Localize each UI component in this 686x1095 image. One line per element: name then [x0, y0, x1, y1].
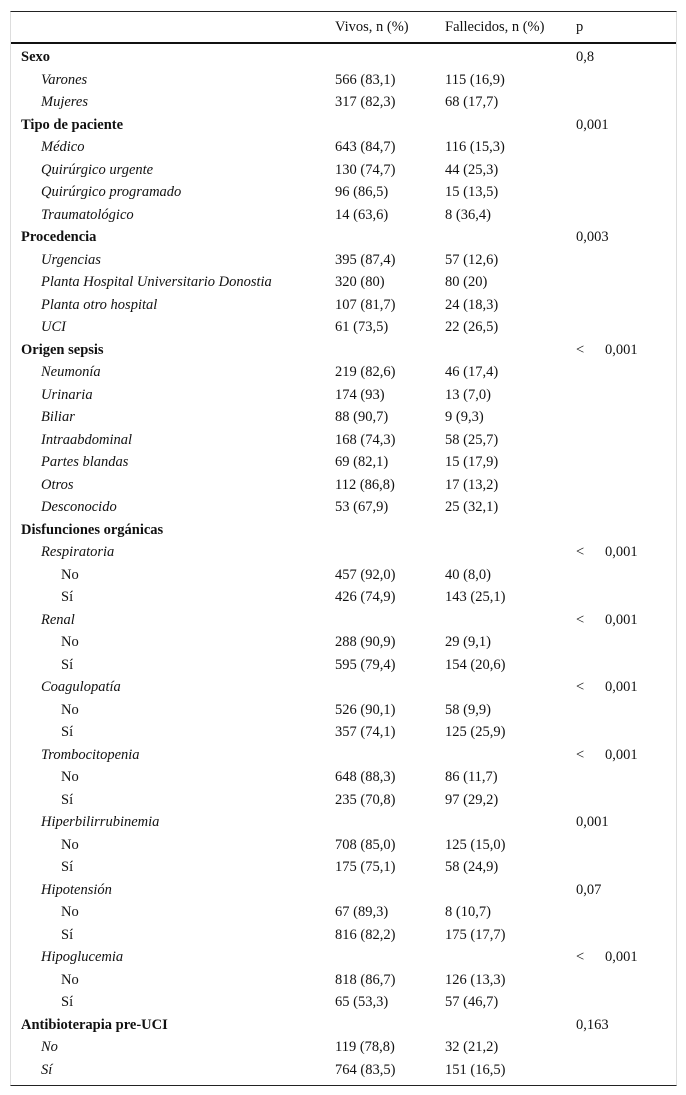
- row-label: Otros: [41, 476, 74, 493]
- table-row: [11, 586, 676, 609]
- vivos-cell: 595 (79,4): [335, 656, 396, 673]
- table-row: [11, 204, 676, 227]
- p-value: 0,001: [576, 116, 609, 133]
- p-value-cell: [576, 814, 609, 831]
- row-label: Sí: [61, 859, 74, 875]
- table-row: [11, 91, 676, 114]
- less-than-sign: <: [576, 341, 585, 358]
- vivos-cell: 65 (53,3): [335, 994, 389, 1010]
- p-value-cell: [576, 747, 638, 764]
- vivos-cell: 61 (73,5): [335, 319, 389, 335]
- vivos-cell: 96 (86,5): [335, 184, 389, 200]
- vivos-cell: 112 (86,8): [335, 476, 395, 493]
- table-row: [11, 811, 676, 834]
- p-value-cell: [576, 1017, 609, 1034]
- table-section-row: [11, 519, 676, 542]
- table-section-row: [11, 1014, 676, 1037]
- fallecidos-cell: 32 (21,2): [445, 1039, 499, 1055]
- table-row: [11, 406, 676, 429]
- p-value: 0,001: [605, 341, 638, 358]
- row-label: Tipo de paciente: [21, 116, 124, 133]
- row-label: Quirúrgico urgente: [41, 161, 154, 178]
- row-label: Disfunciones orgánicas: [21, 521, 164, 538]
- row-label: Sí: [61, 791, 74, 808]
- vivos-cell: 67 (89,3): [335, 904, 389, 920]
- table-row: [11, 316, 676, 339]
- table-section-row: [11, 46, 676, 69]
- table-row: [11, 901, 676, 924]
- vivos-cell: 526 (90,1): [335, 701, 396, 718]
- vivos-cell: 88 (90,7): [335, 409, 389, 425]
- vivos-cell: 643 (84,7): [335, 139, 396, 155]
- table-row: [11, 699, 676, 722]
- table-row: [11, 744, 676, 767]
- row-label: No: [61, 971, 79, 988]
- table-row: [11, 564, 676, 587]
- p-value-cell: [576, 342, 638, 359]
- less-than-sign: <: [576, 544, 585, 560]
- row-label: Respiratoria: [41, 544, 115, 560]
- table-row: [11, 541, 676, 564]
- fallecidos-cell: 24 (18,3): [445, 296, 499, 313]
- less-than-sign: <: [576, 746, 585, 763]
- table-section-row: [11, 339, 676, 362]
- row-label: Neumonía: [41, 364, 101, 380]
- vivos-cell: 119 (78,8): [335, 1039, 395, 1055]
- row-label: Coagulopatía: [41, 679, 121, 695]
- table-section-row: [11, 226, 676, 249]
- row-label: Médico: [41, 139, 85, 155]
- row-label: Varones: [41, 71, 88, 88]
- fallecidos-cell: 57 (12,6): [445, 251, 499, 268]
- vivos-cell: 816 (82,2): [335, 926, 396, 943]
- row-label: Sí: [41, 1061, 53, 1078]
- vivos-cell: 53 (67,9): [335, 499, 389, 515]
- header-p: p: [576, 19, 584, 35]
- row-label: Hipotensión: [41, 881, 112, 898]
- p-value: 0,001: [605, 679, 638, 695]
- p-value: 0,001: [605, 949, 638, 965]
- fallecidos-cell: 151 (16,5): [445, 1061, 506, 1078]
- table-row: [11, 429, 676, 452]
- p-value: 0,001: [605, 611, 638, 628]
- row-label: Procedencia: [21, 229, 97, 245]
- table-body: [11, 44, 676, 1085]
- table-row: [11, 1036, 676, 1059]
- row-label: Trombocitopenia: [41, 746, 140, 763]
- row-label: Sexo: [21, 49, 50, 65]
- fallecidos-cell: 15 (13,5): [445, 184, 499, 200]
- table-row: [11, 1059, 676, 1082]
- fallecidos-cell: 80 (20): [445, 274, 488, 290]
- row-label: Urgencias: [41, 251, 101, 268]
- less-than-sign: <: [576, 949, 585, 965]
- table-row: [11, 924, 676, 947]
- vivos-cell: 107 (81,7): [335, 296, 396, 313]
- table-row: [11, 879, 676, 902]
- vivos-cell: 708 (85,0): [335, 836, 396, 853]
- table-row: [11, 609, 676, 632]
- p-value: 0,001: [605, 746, 638, 763]
- table-row: [11, 991, 676, 1014]
- row-label: Intraabdominal: [41, 431, 133, 448]
- table-row: [11, 271, 676, 294]
- row-label: Antibioterapia pre-UCI: [21, 1016, 168, 1033]
- fallecidos-cell: 9 (9,3): [445, 409, 484, 425]
- row-label: Biliar: [41, 409, 75, 425]
- vivos-cell: 764 (83,5): [335, 1061, 396, 1078]
- row-label: Planta otro hospital: [41, 296, 158, 313]
- p-value: 0,8: [576, 49, 595, 65]
- vivos-cell: 130 (74,7): [335, 161, 396, 178]
- fallecidos-cell: 86 (11,7): [445, 769, 498, 785]
- table-section-row: [11, 114, 676, 137]
- vivos-cell: 426 (74,9): [335, 589, 396, 605]
- row-label: No: [61, 836, 79, 853]
- p-value-cell: [576, 229, 609, 246]
- vivos-cell: 174 (93): [335, 386, 385, 403]
- table-row: [11, 789, 676, 812]
- fallecidos-cell: 13 (7,0): [445, 386, 491, 403]
- p-value: 0,163: [576, 1016, 609, 1033]
- fallecidos-cell: 22 (26,5): [445, 319, 499, 335]
- vivos-cell: 219 (82,6): [335, 364, 396, 380]
- row-label: Desconocido: [41, 499, 117, 515]
- table-row: [11, 834, 676, 857]
- table-row: [11, 294, 676, 317]
- p-value-cell: [576, 679, 638, 696]
- vivos-cell: 317 (82,3): [335, 94, 396, 110]
- table-row: [11, 631, 676, 654]
- vivos-cell: 14 (63,6): [335, 206, 389, 223]
- fallecidos-cell: 8 (10,7): [445, 904, 491, 920]
- vivos-cell: 648 (88,3): [335, 769, 396, 785]
- table-row: [11, 721, 676, 744]
- row-label: Urinaria: [41, 386, 93, 403]
- fallecidos-cell: 15 (17,9): [445, 454, 499, 470]
- p-value-cell: [576, 117, 609, 134]
- fallecidos-cell: 58 (9,9): [445, 701, 491, 718]
- fallecidos-cell: 154 (20,6): [445, 656, 506, 673]
- p-value: 0,001: [605, 544, 638, 560]
- fallecidos-cell: 68 (17,7): [445, 94, 499, 110]
- row-label: Renal: [41, 611, 75, 628]
- vivos-cell: 395 (87,4): [335, 251, 396, 268]
- vivos-cell: 566 (83,1): [335, 71, 396, 88]
- table-row: [11, 474, 676, 497]
- p-value: 0,003: [576, 229, 609, 245]
- row-label: No: [61, 769, 79, 785]
- p-value-cell: [576, 612, 638, 629]
- table-row: [11, 766, 676, 789]
- row-label: Origen sepsis: [21, 341, 104, 358]
- fallecidos-cell: 57 (46,7): [445, 994, 499, 1010]
- row-label: No: [61, 904, 79, 920]
- table-row: [11, 249, 676, 272]
- fallecidos-cell: 40 (8,0): [445, 566, 491, 583]
- table-row: [11, 676, 676, 699]
- row-label: Planta Hospital Universitario Donostia: [41, 274, 272, 290]
- row-label: No: [61, 701, 79, 718]
- table-row: [11, 384, 676, 407]
- vivos-cell: 818 (86,7): [335, 971, 396, 988]
- row-label: Sí: [61, 926, 74, 943]
- fallecidos-cell: 8 (36,4): [445, 206, 491, 223]
- table-row: [11, 946, 676, 969]
- row-label: Sí: [61, 656, 74, 673]
- vivos-cell: 175 (75,1): [335, 859, 396, 875]
- fallecidos-cell: 46 (17,4): [445, 364, 499, 380]
- row-label: UCI: [41, 319, 66, 335]
- table-row: [11, 361, 676, 384]
- vivos-cell: 168 (74,3): [335, 431, 396, 448]
- header-vivos: Vivos, n (%): [335, 19, 409, 35]
- row-label: Sí: [61, 994, 74, 1010]
- row-label: Partes blandas: [41, 454, 129, 470]
- row-label: Mujeres: [41, 94, 88, 110]
- fallecidos-cell: 58 (25,7): [445, 431, 499, 448]
- row-label: Sí: [61, 589, 74, 605]
- p-value: 0,07: [576, 881, 602, 898]
- row-label: Quirúrgico programado: [41, 184, 182, 200]
- vivos-cell: 320 (80): [335, 274, 385, 290]
- table-row: [11, 856, 676, 879]
- less-than-sign: <: [576, 679, 585, 695]
- row-label: No: [61, 634, 79, 650]
- row-label: No: [61, 566, 79, 583]
- vivos-cell: 235 (70,8): [335, 791, 396, 808]
- table-row: [11, 159, 676, 182]
- p-value: 0,001: [576, 814, 609, 830]
- table-header: [11, 12, 676, 44]
- fallecidos-cell: 44 (25,3): [445, 161, 499, 178]
- table-row: [11, 496, 676, 519]
- fallecidos-cell: 175 (17,7): [445, 926, 506, 943]
- vivos-cell: 288 (90,9): [335, 634, 396, 650]
- fallecidos-cell: 17 (13,2): [445, 476, 499, 493]
- table-row: [11, 69, 676, 92]
- fallecidos-cell: 29 (9,1): [445, 634, 491, 650]
- row-label: No: [41, 1039, 58, 1055]
- fallecidos-cell: 58 (24,9): [445, 859, 499, 875]
- table-row: [11, 654, 676, 677]
- table-row: [11, 181, 676, 204]
- vivos-cell: 457 (92,0): [335, 566, 396, 583]
- row-label: Hipoglucemia: [41, 949, 124, 965]
- p-value-cell: [576, 949, 638, 966]
- fallecidos-cell: 126 (13,3): [445, 971, 506, 988]
- fallecidos-cell: 143 (25,1): [445, 589, 506, 605]
- vivos-cell: 357 (74,1): [335, 724, 396, 740]
- table-row: [11, 136, 676, 159]
- p-value-cell: [576, 544, 638, 561]
- vivos-cell: 69 (82,1): [335, 454, 389, 470]
- row-label: Traumatológico: [41, 206, 134, 223]
- row-label: Sí: [61, 724, 74, 740]
- p-value-cell: [576, 882, 601, 899]
- fallecidos-cell: 125 (25,9): [445, 724, 506, 740]
- table-row: [11, 451, 676, 474]
- fallecidos-cell: 115 (16,9): [445, 71, 505, 88]
- table-row: [11, 969, 676, 992]
- data-table: [10, 11, 677, 1086]
- fallecidos-cell: 125 (15,0): [445, 836, 506, 853]
- less-than-sign: <: [576, 611, 585, 628]
- fallecidos-cell: 116 (15,3): [445, 139, 505, 155]
- fallecidos-cell: 97 (29,2): [445, 791, 499, 808]
- fallecidos-cell: 25 (32,1): [445, 499, 499, 515]
- p-value-cell: [576, 49, 594, 66]
- row-label: Hiperbilirrubinemia: [41, 814, 160, 830]
- header-fallecidos: Fallecidos, n (%): [445, 19, 545, 35]
